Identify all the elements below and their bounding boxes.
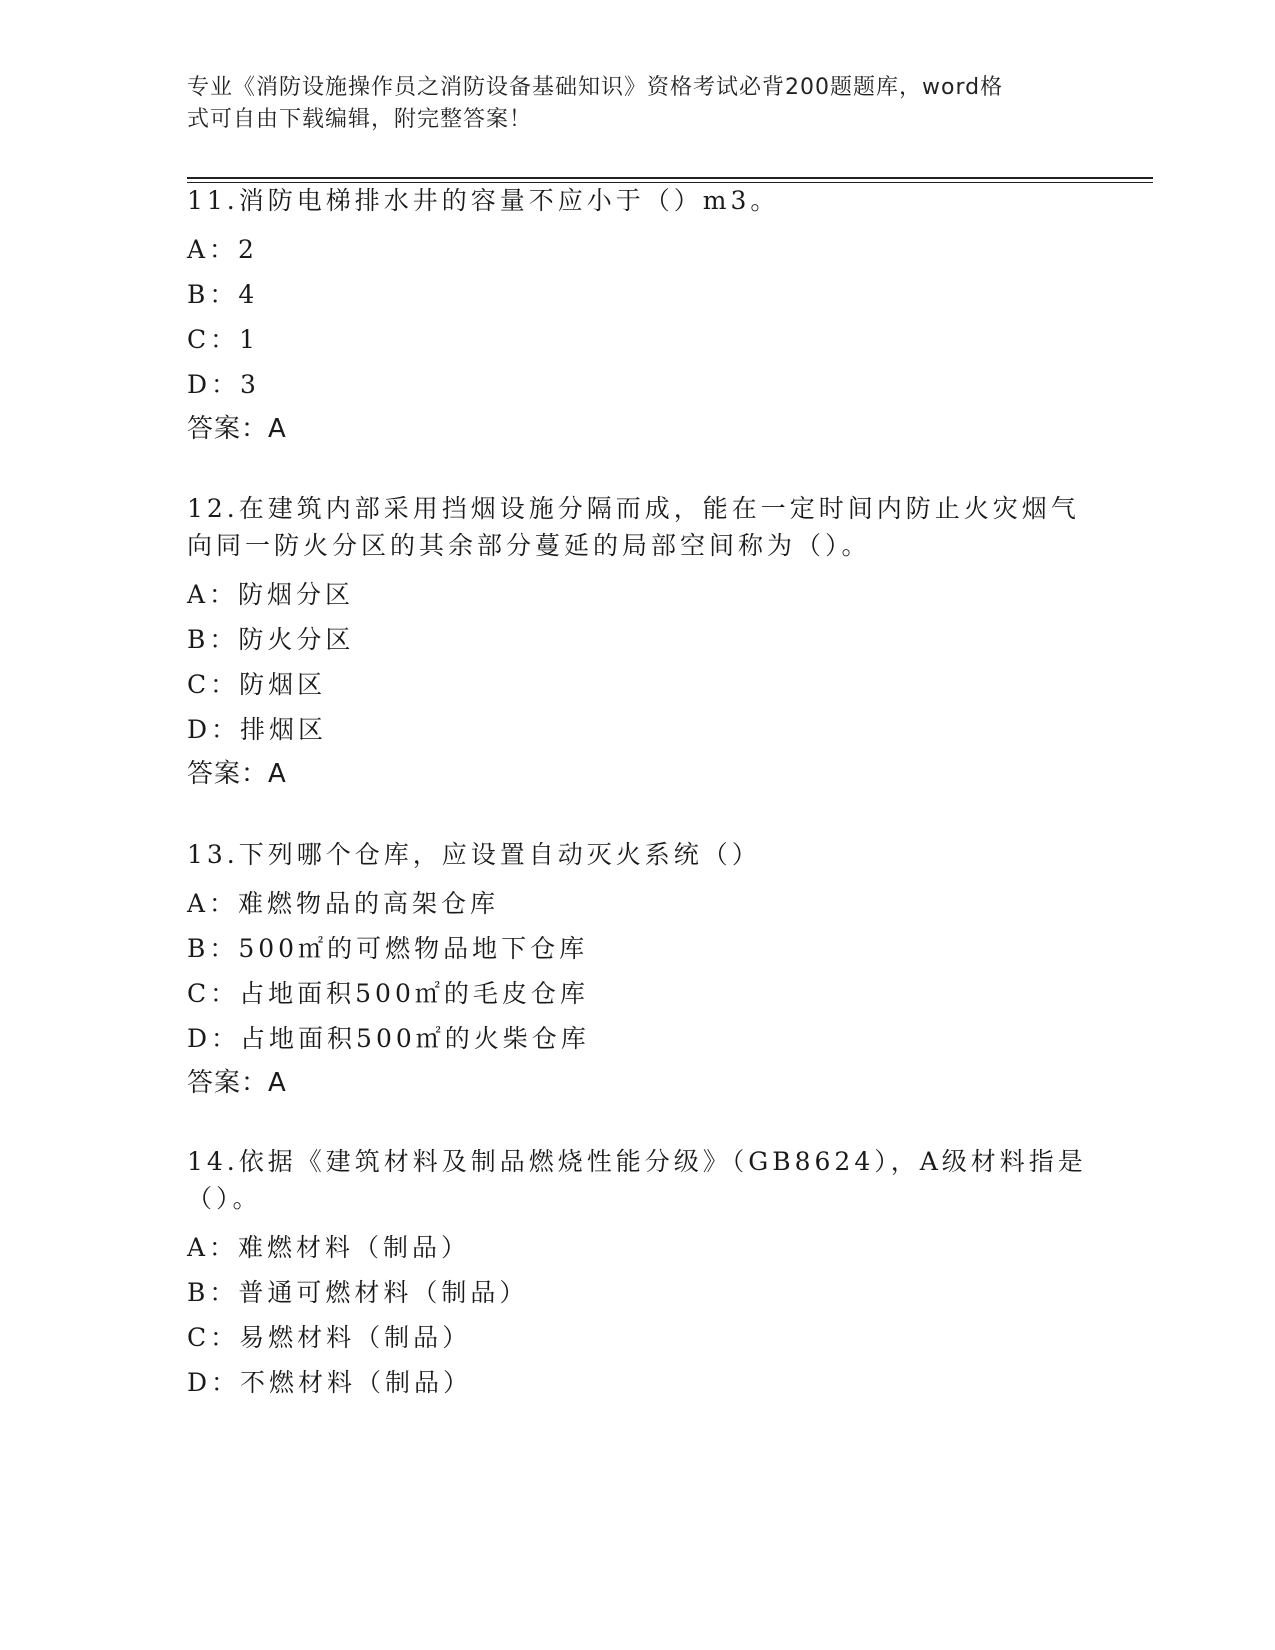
option-d: D：不燃材料（制品） bbox=[187, 1368, 473, 1397]
option-b: B：防火分区 bbox=[187, 625, 355, 654]
question-text-line-2: 向同一防火分区的其余部分蔓延的局部空间称为（）。 bbox=[187, 531, 871, 560]
header-line-2: 式可自由下载编辑，附完整答案！ bbox=[187, 107, 533, 132]
question-text-line-1: 14.依据《建筑材料及制品燃烧性能分级》（GB8624），A级材料指是 bbox=[187, 1147, 1087, 1176]
option-a: A：防烟分区 bbox=[187, 580, 355, 609]
option-c: C：易燃材料（制品） bbox=[187, 1323, 472, 1352]
option-d: D：排烟区 bbox=[187, 715, 328, 744]
question-text bbox=[187, 490, 1087, 564]
option-c: C：占地面积500㎡的毛皮仓库 bbox=[187, 979, 589, 1008]
question-11 bbox=[187, 182, 1087, 452]
question-text-line-2: （）。 bbox=[187, 1184, 262, 1213]
option-d: D：占地面积500㎡的火柴仓库 bbox=[187, 1024, 590, 1053]
option-a: A：难燃物品的高架仓库 bbox=[187, 889, 500, 918]
answer: 答案：A bbox=[187, 414, 287, 444]
header-line-1: 专业《消防设施操作员之消防设备基础知识》资格考试必背200题题库，word格 bbox=[187, 75, 1004, 100]
document-header bbox=[187, 72, 1087, 136]
answer: 答案：A bbox=[187, 759, 287, 789]
question-13 bbox=[187, 836, 1087, 1106]
question-text: 11.消防电梯排水井的容量不应小于（）m3。 bbox=[187, 186, 780, 215]
option-a: A：2 bbox=[187, 235, 258, 264]
question-12 bbox=[187, 490, 1087, 797]
answer: 答案：A bbox=[187, 1068, 287, 1098]
option-b: B：普通可燃材料（制品） bbox=[187, 1278, 529, 1307]
option-c: C：1 bbox=[187, 325, 260, 354]
question-text: 13.下列哪个仓库，应设置自动灭火系统（） bbox=[187, 840, 761, 869]
question-text-line-1: 12.在建筑内部采用挡烟设施分隔而成，能在一定时间内防止火灾烟气 bbox=[187, 494, 1080, 523]
option-d: D：3 bbox=[187, 370, 260, 399]
header-divider bbox=[187, 177, 1153, 179]
option-b: B：4 bbox=[187, 280, 259, 309]
option-b: B：500㎡的可燃物品地下仓库 bbox=[187, 934, 589, 963]
question-text bbox=[187, 1143, 1087, 1217]
option-a: A：难燃材料（制品） bbox=[187, 1233, 471, 1262]
option-c: C：防烟区 bbox=[187, 670, 327, 699]
question-14 bbox=[187, 1143, 1087, 1405]
